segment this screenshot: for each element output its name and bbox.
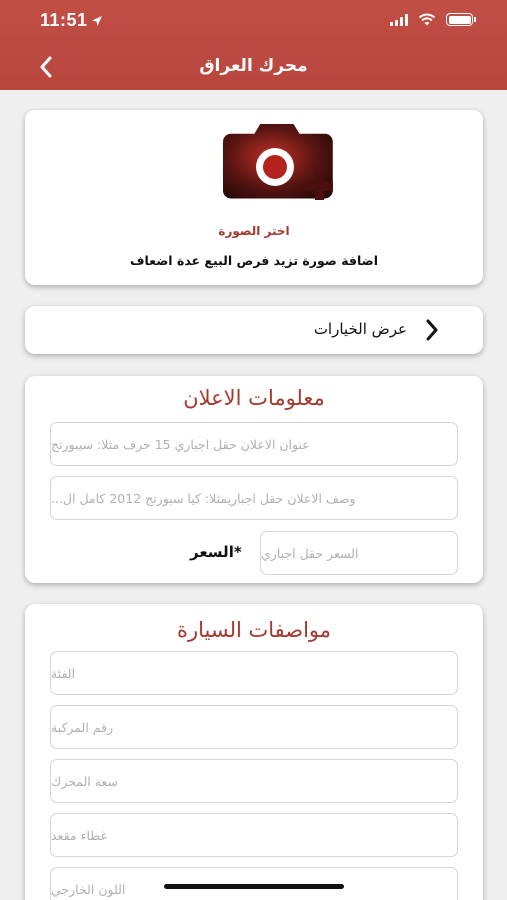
car-specs-card — [25, 604, 483, 900]
category-placeholder: الفئة — [51, 665, 76, 681]
photo-hint-text: اضافة صورة تزيد فرص البيع عدة اضعاف — [129, 253, 379, 268]
category-input[interactable] — [50, 651, 458, 695]
show-options-label: عرض الخيارات — [313, 320, 407, 338]
page-title: محرك العراق — [199, 56, 308, 76]
app-header — [0, 0, 507, 90]
ad-description-placeholder: وصف الاعلان حقل اجباريمثلا: كيا سبورتج 2012 كامل ال... — [51, 490, 356, 506]
photo-upload-card[interactable] — [25, 110, 483, 285]
wifi-icon — [418, 13, 436, 26]
choose-photo-label[interactable]: اختر الصورة — [218, 224, 290, 238]
ad-info-card — [25, 376, 483, 583]
price-placeholder: السعر حقل اجباري — [261, 545, 359, 561]
ad-info-title: معلومات الاعلان — [183, 386, 325, 410]
status-time: 11:51 — [40, 10, 88, 30]
status-icons — [390, 13, 473, 26]
price-label: السعر* — [190, 543, 242, 561]
add-photo-camera-icon[interactable] — [223, 124, 335, 220]
seat-cover-placeholder: غطاء مقعد — [51, 827, 108, 843]
ad-title-input[interactable] — [50, 422, 458, 466]
exterior-color-placeholder: اللون الخارجي — [51, 881, 126, 897]
vehicle-number-placeholder: رقم المركبة — [51, 719, 114, 735]
signal-icon — [390, 13, 408, 26]
ad-description-input[interactable] — [50, 476, 458, 520]
battery-icon — [446, 13, 473, 26]
home-indicator[interactable] — [164, 884, 344, 889]
show-options-button[interactable] — [25, 306, 483, 354]
engine-capacity-placeholder: سعة المحرك — [51, 773, 118, 789]
price-input[interactable] — [260, 531, 458, 575]
engine-capacity-input[interactable] — [50, 759, 458, 803]
vehicle-number-input[interactable] — [50, 705, 458, 749]
location-arrow-icon — [91, 15, 103, 27]
seat-cover-input[interactable] — [50, 813, 458, 857]
ad-title-placeholder: عنوان الاعلان حقل اجباري 15 حرف مثلا: سيبورتج — [51, 436, 310, 452]
chevron-right-icon — [425, 319, 439, 341]
car-specs-title: مواصفات السيارة — [176, 618, 332, 642]
